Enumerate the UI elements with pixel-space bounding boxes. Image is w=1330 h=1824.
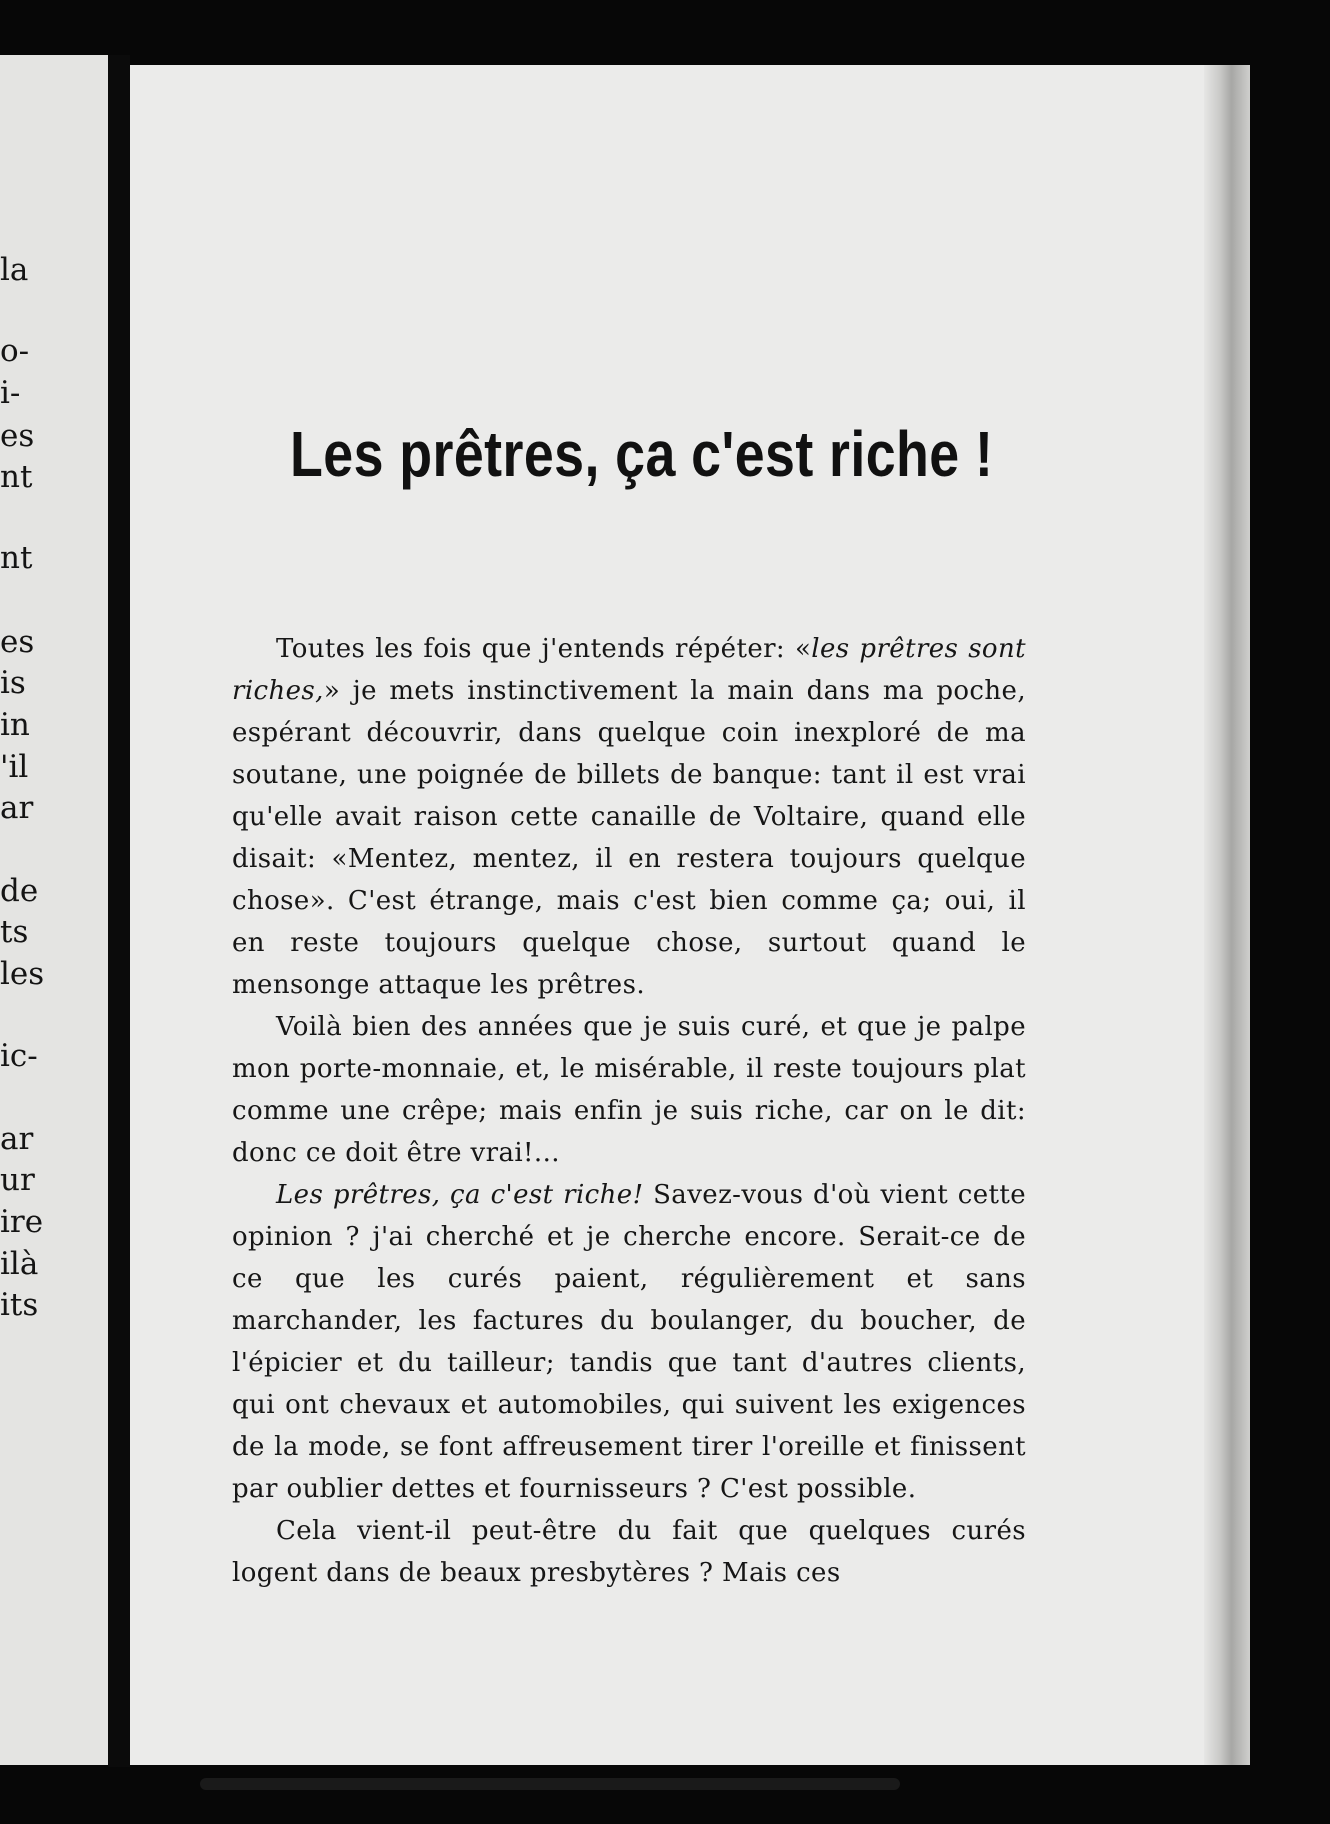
left-page-fragment: is <box>0 665 26 701</box>
paragraph <box>232 1006 1026 1174</box>
left-page-fragment: 'il <box>0 749 29 785</box>
left-page-fragment: ar <box>0 1121 34 1157</box>
paragraph <box>232 1510 1026 1594</box>
left-page-fragment: ilà <box>0 1246 39 1282</box>
left-page-fragment: nt <box>0 459 33 495</box>
paragraph-text: Voilà bien des années que je suis curé, et que je palpe mon porte-monnaie, et, le misérable, il reste toujours plat comme une crêpe; mais enfin je suis riche, car on le dit: donc ce doit être vrai!... <box>232 1012 1026 1168</box>
paragraph <box>232 1174 1026 1510</box>
left-page-fragment: ur <box>0 1162 35 1198</box>
left-page-fragment: o- <box>0 333 30 369</box>
left-page-fragment: de <box>0 873 39 909</box>
left-page-fragment: es <box>0 418 35 454</box>
main-page <box>130 65 1250 1765</box>
page-edge-shading <box>1204 65 1250 1765</box>
italic-phrase: les prêtres sont riches, <box>232 634 1026 706</box>
italic-phrase: Les prêtres, ça c'est riche! <box>276 1180 644 1210</box>
left-page-fragment: ire <box>0 1204 44 1240</box>
left-page-fragment: es <box>0 624 35 660</box>
page-title: Les prêtres, ça c'est riche ! <box>290 418 994 490</box>
left-page-fragment: in <box>0 707 30 743</box>
paragraph <box>232 628 1026 1006</box>
left-page-fragment: nt <box>0 540 33 576</box>
left-page-fragment: its <box>0 1287 39 1323</box>
left-page-fragment: i- <box>0 375 21 411</box>
left-page-fragment: ic- <box>0 1038 38 1074</box>
paragraph-text: Cela vient-il peut-être du fait que quelques curés logent dans de beaux presbytères ? Mais ces <box>232 1516 1026 1588</box>
left-page-fragment: ts <box>0 914 29 950</box>
left-page-fragment: la <box>0 252 29 288</box>
paragraph-text: Savez-vous d'où vient cette opinion ? j'ai cherché et je cherche encore. Serait-ce de ce que les curés paient, régulièrement et sans marchander, les factures du boulanger, du boucher, de l'épicier et du tailleur; tandis que tant d'autres clients, qui ont chevaux et automobiles, qui suivent les exigences de la mode, se font affreusement tirer l'oreille et finissent par oublier dettes et fournisseurs ? C'est possible. <box>232 1180 1026 1504</box>
left-page-fragment: ar <box>0 790 34 826</box>
paragraph-text: » je mets instinctivement la main dans ma poche, espérant découvrir, dans quelque coin inexploré de ma soutane, une poignée de billets de banque: tant il est vrai qu'elle avait raison cette canaille de Voltaire, quand elle disait: «Mentez, mentez, il en restera toujours quelque chose». C'est étrange, mais c'est bien comme ça; oui, il en reste toujours quelque chose, surtout quand le mensonge attaque les prêtres. <box>232 676 1026 1000</box>
page-bottom-shadow <box>200 1778 900 1790</box>
left-page-fragment: les <box>0 956 45 992</box>
left-facing-page <box>0 55 108 1765</box>
paragraph-lead: Toutes les fois que j'entends répéter: « <box>276 634 812 664</box>
body-text <box>232 628 1026 1594</box>
book-gutter <box>108 55 130 1767</box>
